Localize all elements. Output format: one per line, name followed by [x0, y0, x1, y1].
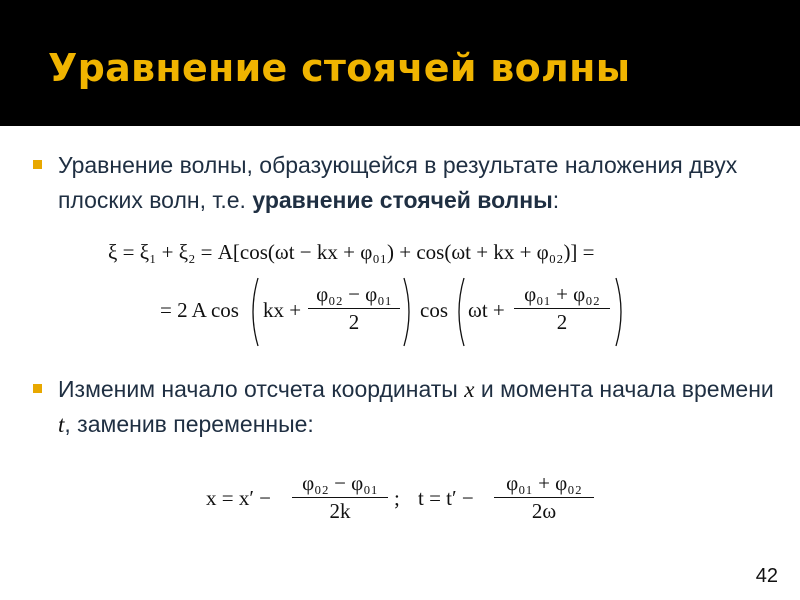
eq2-frac1-denominator: 2	[348, 310, 360, 334]
sub-fraction-x	[292, 471, 388, 524]
slide-title: Уравнение стоячей волны	[48, 46, 631, 90]
eq2-frac2-numerator: φ₀₁ + φ₀₂	[524, 282, 600, 306]
eq2-frac2-denominator: 2	[556, 310, 568, 334]
bullet-1-bold: уравнение стоячей волны	[252, 187, 553, 213]
eq2-inner-2: ωt +	[468, 298, 505, 322]
bullet-2-text-1: Изменим начало отсчета координаты	[58, 376, 465, 402]
eq2-inner-1: kx +	[263, 298, 302, 322]
eq2-prefix: = 2 A cos	[160, 298, 239, 322]
sub-separator: ;	[394, 486, 400, 510]
bullet-2-text-3: , заменив переменные:	[64, 411, 314, 437]
page-number: 42	[755, 565, 778, 587]
bullet-1-text-before: Уравнение волны, образующейся в результате наложения двух плоских волн, т.е.	[58, 152, 738, 213]
sub-fracx-numerator: φ₀₂ − φ₀₁	[302, 471, 378, 495]
sub-fract-numerator: φ₀₁ + φ₀₂	[506, 471, 582, 495]
sub-fracx-denominator: 2k	[329, 499, 351, 523]
bullet-2-var-t: t	[58, 412, 65, 437]
eq2-frac1-numerator: φ₀₂ − φ₀₁	[316, 282, 392, 306]
sub-x-part: x = x′ −	[206, 486, 272, 510]
eq2-mid-cos: cos	[420, 298, 448, 322]
bullet-2-text-2: и момента начала времени	[474, 376, 774, 402]
bullet-2-var-x: x	[464, 377, 475, 402]
equation-line-1: ξ = ξ₁ + ξ₂ = A[cos(ωt − kx + φ₀₁) + cos(ωt + kx + φ₀₂)] =	[108, 240, 595, 264]
sub-fraction-t	[494, 471, 594, 524]
sub-t-part: t = t′ −	[418, 486, 474, 510]
sub-fract-denominator: 2ω	[531, 499, 557, 523]
bullet-1-text-after: :	[552, 187, 560, 213]
